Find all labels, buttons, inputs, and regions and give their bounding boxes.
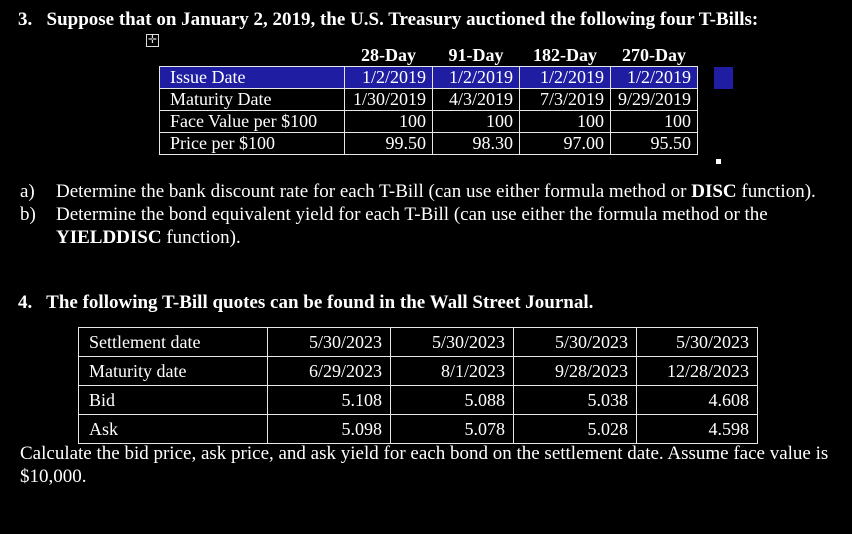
question-4-heading [18,292,593,314]
table-cell[interactable]: 1/2/2019 [345,67,433,89]
table-cell[interactable]: 1/30/2019 [345,89,433,111]
table-cell[interactable]: 95.50 [611,133,698,155]
list-marker: a) [20,181,35,202]
table-cell[interactable]: 1/2/2019 [520,67,611,89]
table-cell[interactable]: 8/1/2023 [391,357,514,386]
table-cell[interactable]: 5/30/2023 [514,328,637,357]
question-3-tasks [20,180,845,249]
header-182-day: 182-Day [533,45,597,65]
table-cell[interactable]: 5.098 [268,415,391,444]
list-text: Determine the bank discount rate for each T-Bill (can use either formula method or [56,181,692,202]
question-4-title: The following T-Bill quotes can be found in the Wall Street Journal. [46,292,594,313]
table-cell[interactable]: 99.50 [345,133,433,155]
table-cell[interactable]: 12/28/2023 [637,357,758,386]
list-item [20,180,845,203]
row-label[interactable]: Maturity Date [160,89,345,111]
question-3-heading [18,9,758,31]
table-cell[interactable]: 5.088 [391,386,514,415]
row-label[interactable]: Settlement date [79,328,268,357]
table-row-bid[interactable] [79,386,758,415]
row-label[interactable]: Bid [79,386,268,415]
list-marker: b) [20,204,36,225]
table-row-maturity-date[interactable] [79,357,758,386]
table-cell[interactable]: 5/30/2023 [391,328,514,357]
table-cell[interactable]: 5.028 [514,415,637,444]
table-row-face-value[interactable] [160,111,698,133]
table-resize-handle[interactable] [716,159,721,164]
table-cell[interactable]: 9/28/2023 [514,357,637,386]
table-cell[interactable]: 5.038 [514,386,637,415]
table-cell[interactable]: 4.598 [637,415,758,444]
list-text: Determine the bond equivalent yield for each T-Bill (can use either the formula method or the [56,204,768,225]
question-3-number: 3. [18,9,33,30]
question-4-number: 4. [18,292,33,313]
table-row-settlement-date[interactable] [79,328,758,357]
table-cell[interactable]: 4/3/2019 [433,89,520,111]
header-28-day: 28-Day [361,45,416,65]
table-move-handle-icon[interactable]: ✛ [147,33,158,46]
table-cell[interactable]: 1/2/2019 [611,67,698,89]
table-cell[interactable]: 100 [345,111,433,133]
table-cell[interactable]: 9/29/2019 [611,89,698,111]
table-header-row [160,44,698,67]
tbill-quotes-table [78,327,758,444]
table-cell[interactable]: 5.078 [391,415,514,444]
header-270-day: 270-Day [622,45,686,65]
table-cell[interactable]: 7/3/2019 [520,89,611,111]
table-cell[interactable]: 97.00 [520,133,611,155]
header-91-day: 91-Day [448,45,504,65]
table-row-maturity-date[interactable] [160,89,698,111]
table-cell[interactable]: 100 [433,111,520,133]
row-label[interactable]: Face Value per $100 [160,111,345,133]
list-item [20,203,845,249]
question-3-title: Suppose that on January 2, 2019, the U.S. Treasury auctioned the following four T-Bills: [46,9,759,30]
table-cell[interactable]: 100 [611,111,698,133]
function-name: YIELDDISC [56,227,162,248]
row-label[interactable]: Maturity date [79,357,268,386]
table-cell[interactable]: 4.608 [637,386,758,415]
table-cell[interactable]: 100 [520,111,611,133]
table-cell[interactable]: 5/30/2023 [268,328,391,357]
list-text: function). [736,181,816,202]
table-cell[interactable]: 98.30 [433,133,520,155]
table-cell[interactable]: 5.108 [268,386,391,415]
table-row-issue-date[interactable] [160,67,698,89]
row-label[interactable]: Issue Date [160,67,345,89]
row-label[interactable]: Ask [79,415,268,444]
table-row-price[interactable] [160,133,698,155]
tbill-auction-table [159,44,698,155]
table-cell[interactable]: 6/29/2023 [268,357,391,386]
table-row-ask[interactable] [79,415,758,444]
function-name: DISC [691,181,737,202]
row-label[interactable]: Price per $100 [160,133,345,155]
list-text: function). [161,227,241,248]
row-selection-highlight [714,67,733,89]
table-cell[interactable]: 1/2/2019 [433,67,520,89]
table-cell[interactable]: 5/30/2023 [637,328,758,357]
question-4-instruction: Calculate the bid price, ask price, and ask yield for each bond on the settlement date. Assume face value is $10,000. [20,443,829,487]
